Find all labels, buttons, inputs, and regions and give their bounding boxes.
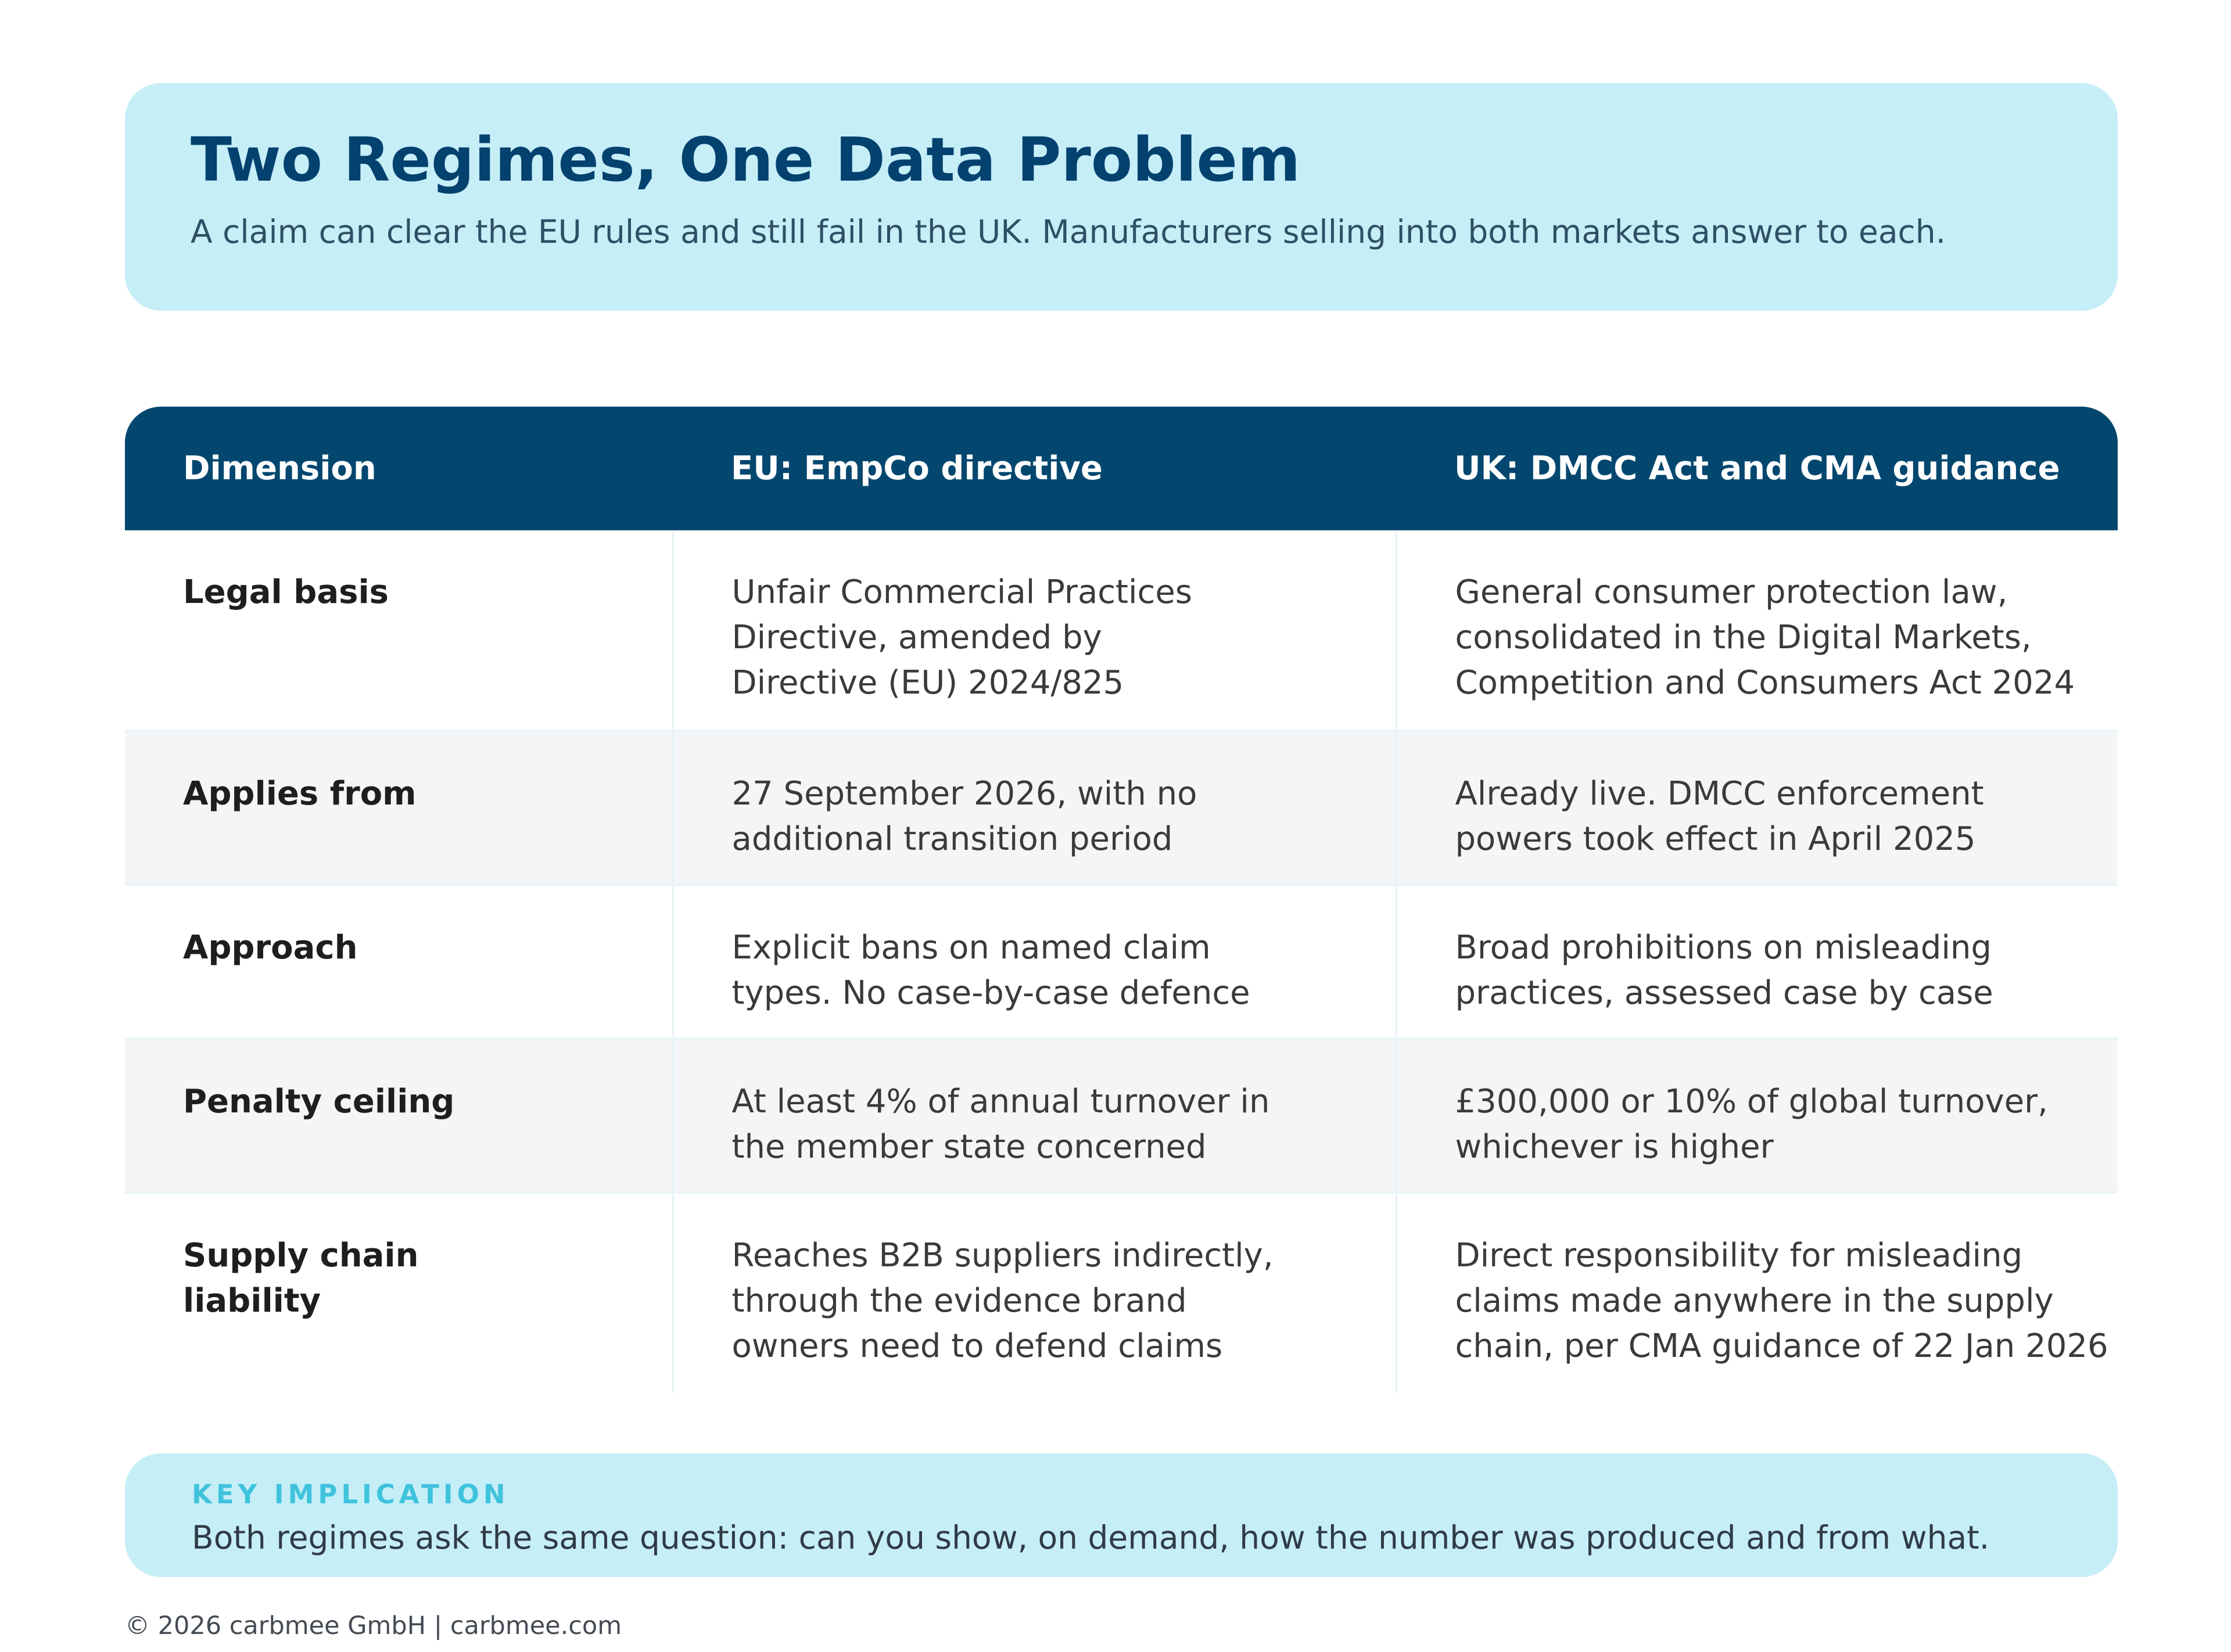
cell-line: chain, per CMA guidance of 22 Jan 2026 bbox=[1455, 1327, 2108, 1365]
cell-line: General consumer protection law, bbox=[1455, 573, 2008, 611]
cell-line: £300,000 or 10% of global turnover, bbox=[1455, 1083, 2048, 1121]
cell-line: Approach bbox=[183, 929, 358, 967]
cell-line: Already live. DMCC enforcement bbox=[1455, 775, 1984, 813]
table-row-applies-from bbox=[125, 731, 2118, 885]
eu-cell bbox=[673, 530, 1396, 731]
eu-cell bbox=[673, 731, 1396, 885]
cell-line: through the evidence brand bbox=[731, 1282, 1187, 1320]
comparison-table-wrapper bbox=[125, 407, 2118, 1393]
column-header-dimension: Dimension bbox=[125, 407, 673, 530]
table-header-row bbox=[125, 407, 2118, 530]
cell-line: Reaches B2B suppliers indirectly, bbox=[731, 1237, 1274, 1274]
uk-cell bbox=[1396, 1039, 2118, 1193]
cell-line: claims made anywhere in the supply bbox=[1455, 1282, 2054, 1320]
dimension-cell bbox=[125, 1039, 673, 1193]
dimension-cell bbox=[125, 530, 673, 731]
key-implication-label: KEY IMPLICATION bbox=[192, 1479, 510, 1510]
page-title: Two Regimes, One Data Problem bbox=[191, 124, 1301, 195]
footer-copyright: © 2026 carbmee GmbH | carbmee.com bbox=[125, 1611, 622, 1640]
table-row-legal-basis bbox=[125, 530, 2118, 731]
cell-line: At least 4% of annual turnover in bbox=[731, 1083, 1270, 1121]
eu-cell bbox=[673, 1193, 1396, 1393]
cell-line: types. No case-by-case defence bbox=[731, 974, 1250, 1012]
uk-cell bbox=[1396, 530, 2118, 731]
cell-line: Directive (EU) 2024/825 bbox=[731, 664, 1124, 702]
uk-cell bbox=[1396, 1193, 2118, 1393]
header-card bbox=[125, 83, 2118, 311]
cell-line: Penalty ceiling bbox=[183, 1083, 455, 1121]
eu-cell bbox=[673, 885, 1396, 1039]
cell-line: owners need to defend claims bbox=[731, 1327, 1223, 1365]
cell-line: 27 September 2026, with no bbox=[731, 775, 1197, 813]
cell-line: Direct responsibility for misleading bbox=[1455, 1237, 2023, 1274]
cell-line: Supply chain bbox=[183, 1237, 419, 1274]
cell-line: Competition and Consumers Act 2024 bbox=[1455, 664, 2075, 702]
table-row-penalty-ceiling bbox=[125, 1039, 2118, 1193]
cell-line: Explicit bans on named claim bbox=[731, 929, 1211, 967]
table-row-approach bbox=[125, 885, 2118, 1039]
cell-line: consolidated in the Digital Markets, bbox=[1455, 619, 2032, 656]
key-implication-text: Both regimes ask the same question: can you show, on demand, how the number was produced and from what. bbox=[192, 1519, 1990, 1556]
dimension-cell bbox=[125, 731, 673, 885]
comparison-table bbox=[125, 407, 2118, 1393]
page-subtitle: A claim can clear the EU rules and still fail in the UK. Manufacturers selling into both markets answer to each. bbox=[191, 213, 1946, 250]
cell-line: practices, assessed case by case bbox=[1455, 974, 1993, 1012]
cell-line: Applies from bbox=[183, 775, 417, 813]
cell-line: the member state concerned bbox=[731, 1128, 1207, 1166]
cell-line: powers took effect in April 2025 bbox=[1455, 820, 1976, 858]
dimension-cell bbox=[125, 1193, 673, 1393]
cell-line: whichever is higher bbox=[1455, 1128, 1774, 1166]
cell-line: Legal basis bbox=[183, 573, 389, 611]
cell-line: liability bbox=[183, 1282, 321, 1320]
dimension-cell bbox=[125, 885, 673, 1039]
uk-cell bbox=[1396, 885, 2118, 1039]
cell-line: Unfair Commercial Practices bbox=[731, 573, 1192, 611]
table-row-supply-chain-liability bbox=[125, 1193, 2118, 1393]
cell-line: additional transition period bbox=[731, 820, 1173, 858]
eu-cell bbox=[673, 1039, 1396, 1193]
key-implication-card bbox=[125, 1453, 2118, 1577]
column-header-uk: UK: DMCC Act and CMA guidance bbox=[1396, 407, 2118, 530]
uk-cell bbox=[1396, 731, 2118, 885]
cell-line: Directive, amended by bbox=[731, 619, 1102, 656]
column-header-eu: EU: EmpCo directive bbox=[673, 407, 1396, 530]
cell-line: Broad prohibitions on misleading bbox=[1455, 929, 1992, 967]
